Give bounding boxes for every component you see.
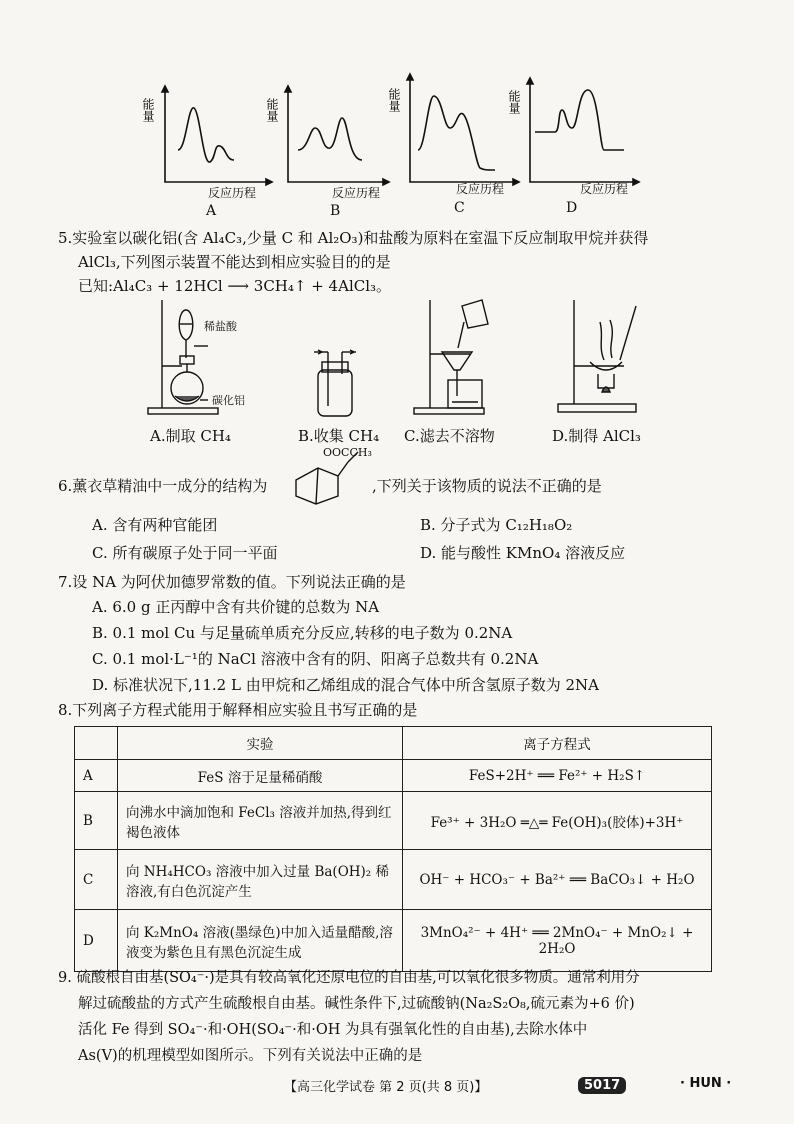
q7-option-a: A. 6.0 g 正丙醇中含有共价键的总数为 NA <box>92 598 380 616</box>
axis-y-c: 能量 <box>387 88 401 112</box>
row-id: B <box>75 792 118 850</box>
q9-line3: 活化 Fe 得到 SO₄⁻·和·OH(SO₄⁻·和·OH 为具有强氧化性的自由基),去除水体中 <box>78 1022 588 1038</box>
q9-line4: As(Ⅴ)的机理模型如图所示。下列有关说法中正确的是 <box>78 1048 423 1064</box>
row-experiment: 向 K₂MnO₄ 溶液(墨绿色)中加入适量醋酸,溶液变为紫色且有黑色沉淀生成 <box>118 910 403 972</box>
apparatus-svg <box>0 296 794 420</box>
footer-title: 【高三化学试卷 第 2 页(共 8 页)】 <box>284 1080 488 1095</box>
diagram-label-a: A <box>206 203 217 219</box>
diagram-d <box>527 78 639 185</box>
q6-stem-a: 6.薰衣草精油中一成分的结构为 <box>58 477 268 495</box>
diagram-b <box>285 86 389 185</box>
table-row <box>75 792 712 850</box>
q6-group: OOCCH₃ <box>323 446 372 459</box>
row-id: A <box>75 760 118 792</box>
q7-option-b: B. 0.1 mol Cu 与足量硫单质充分反应,转移的电子数为 0.2NA <box>92 624 513 642</box>
diagram-a <box>162 86 272 185</box>
diagram-label-b: B <box>330 203 341 219</box>
row-equation: OH⁻ + HCO₃⁻ + Ba²⁺ ══ BaCO₃↓ + H₂O <box>403 850 712 910</box>
q5-line2: AlCl₃,下列图示装置不能达到相应实验目的的是 <box>78 253 391 271</box>
table-row <box>75 910 712 972</box>
region-code: · HUN · <box>680 1076 732 1091</box>
table-row <box>75 850 712 910</box>
row-experiment: 向沸水中滴加饱和 FeCl₃ 溶液并加热,得到红褐色液体 <box>118 792 403 850</box>
q6-option-a: A. 含有两种官能团 <box>92 516 218 534</box>
axis-x-c: 反应历程 <box>456 182 505 196</box>
axis-x-d: 反应历程 <box>580 182 629 196</box>
axis-y-a: 能量 <box>141 98 155 122</box>
q9-line2: 解过硫酸盐的方式产生硫酸根自由基。碱性条件下,过硫酸钠(Na₂S₂O₈,硫元素为+6 价) <box>78 996 635 1012</box>
q8-stem: 8.下列离子方程式能用于解释相应实验且书写正确的是 <box>58 701 418 719</box>
q5-line1: 5.实验室以碳化铝(含 Al₄C₃,少量 C 和 Al₂O₃)和盐酸为原料在室温下反应制取甲烷并获得 <box>58 229 649 247</box>
q5-option-a: A.制取 CH₄ <box>150 427 231 445</box>
apparatus-figures <box>0 296 794 420</box>
header-experiment: 实验 <box>118 727 403 760</box>
energy-diagrams <box>0 0 794 230</box>
axis-y-d: 能量 <box>507 90 521 114</box>
row-equation: Fe³⁺ + 3H₂O ═△═ Fe(OH)₃(胶体)+3H⁺ <box>403 792 712 850</box>
label-aluminum-carbide: 碳化铝 <box>212 394 245 407</box>
diagram-c <box>407 74 519 185</box>
apparatus-d <box>558 300 636 412</box>
table-row <box>75 760 712 792</box>
paper-code-badge <box>578 1074 626 1093</box>
q5-line3: 已知:Al₄C₃ + 12HCl ⟶ 3CH₄↑ + 4AlCl₃。 <box>78 277 392 295</box>
axis-y-b: 能量 <box>265 98 279 122</box>
q7-stem: 7.设 NA 为阿伏加德罗常数的值。下列说法正确的是 <box>58 573 406 591</box>
q7-option-d: D. 标准状况下,11.2 L 由甲烷和乙烯组成的混合气体中所含氢原子数为 2NA <box>92 676 599 694</box>
q5-option-c: C.滤去不溶物 <box>404 427 495 445</box>
q6-option-d: D. 能与酸性 KMnO₄ 溶液反应 <box>420 544 626 562</box>
reaction-table <box>74 726 712 972</box>
row-experiment: 向 NH₄HCO₃ 溶液中加入过量 Ba(OH)₂ 稀溶液,有白色沉淀产生 <box>118 850 403 910</box>
label-dilute-hcl: 稀盐酸 <box>204 320 237 333</box>
q6-option-b: B. 分子式为 C₁₂H₁₈O₂ <box>420 516 573 534</box>
row-experiment: FeS 溶于足量稀硝酸 <box>118 760 403 792</box>
q6-option-c: C. 所有碳原子处于同一平面 <box>92 544 278 562</box>
q5-option-b: B.收集 CH₄ <box>298 427 380 445</box>
axis-x-b: 反应历程 <box>332 186 381 200</box>
row-equation: FeS+2H⁺ ══ Fe²⁺ + H₂S↑ <box>403 760 712 792</box>
row-id: D <box>75 910 118 972</box>
q9-line1: 9. 硫酸根自由基(SO₄⁻·)是具有较高氧化还原电位的自由基,可以氧化很多物质。通常利用分 <box>58 970 640 986</box>
q6-stem-b: ,下列关于该物质的说法不正确的是 <box>372 477 602 495</box>
row-id: C <box>75 850 118 910</box>
header-equation: 离子方程式 <box>403 727 712 760</box>
q7-option-c: C. 0.1 mol·L⁻¹的 NaCl 溶液中含有的阴、阳离子总数共有 0.2NA <box>92 650 539 668</box>
paper-code: 5017 <box>578 1077 626 1094</box>
row-equation: 3MnO₄²⁻ + 4H⁺ ══ 2MnO₄⁻ + MnO₂↓ + 2H₂O <box>403 910 712 972</box>
diagram-label-c: C <box>454 200 465 216</box>
apparatus-b <box>314 350 356 416</box>
diagram-label-d: D <box>566 200 578 216</box>
energy-diagram-svg <box>0 0 794 230</box>
axis-x-a: 反应历程 <box>208 186 257 200</box>
table-header-row <box>75 727 712 760</box>
apparatus-c <box>414 300 488 414</box>
q5-option-d: D.制得 AlCl₃ <box>552 427 641 445</box>
